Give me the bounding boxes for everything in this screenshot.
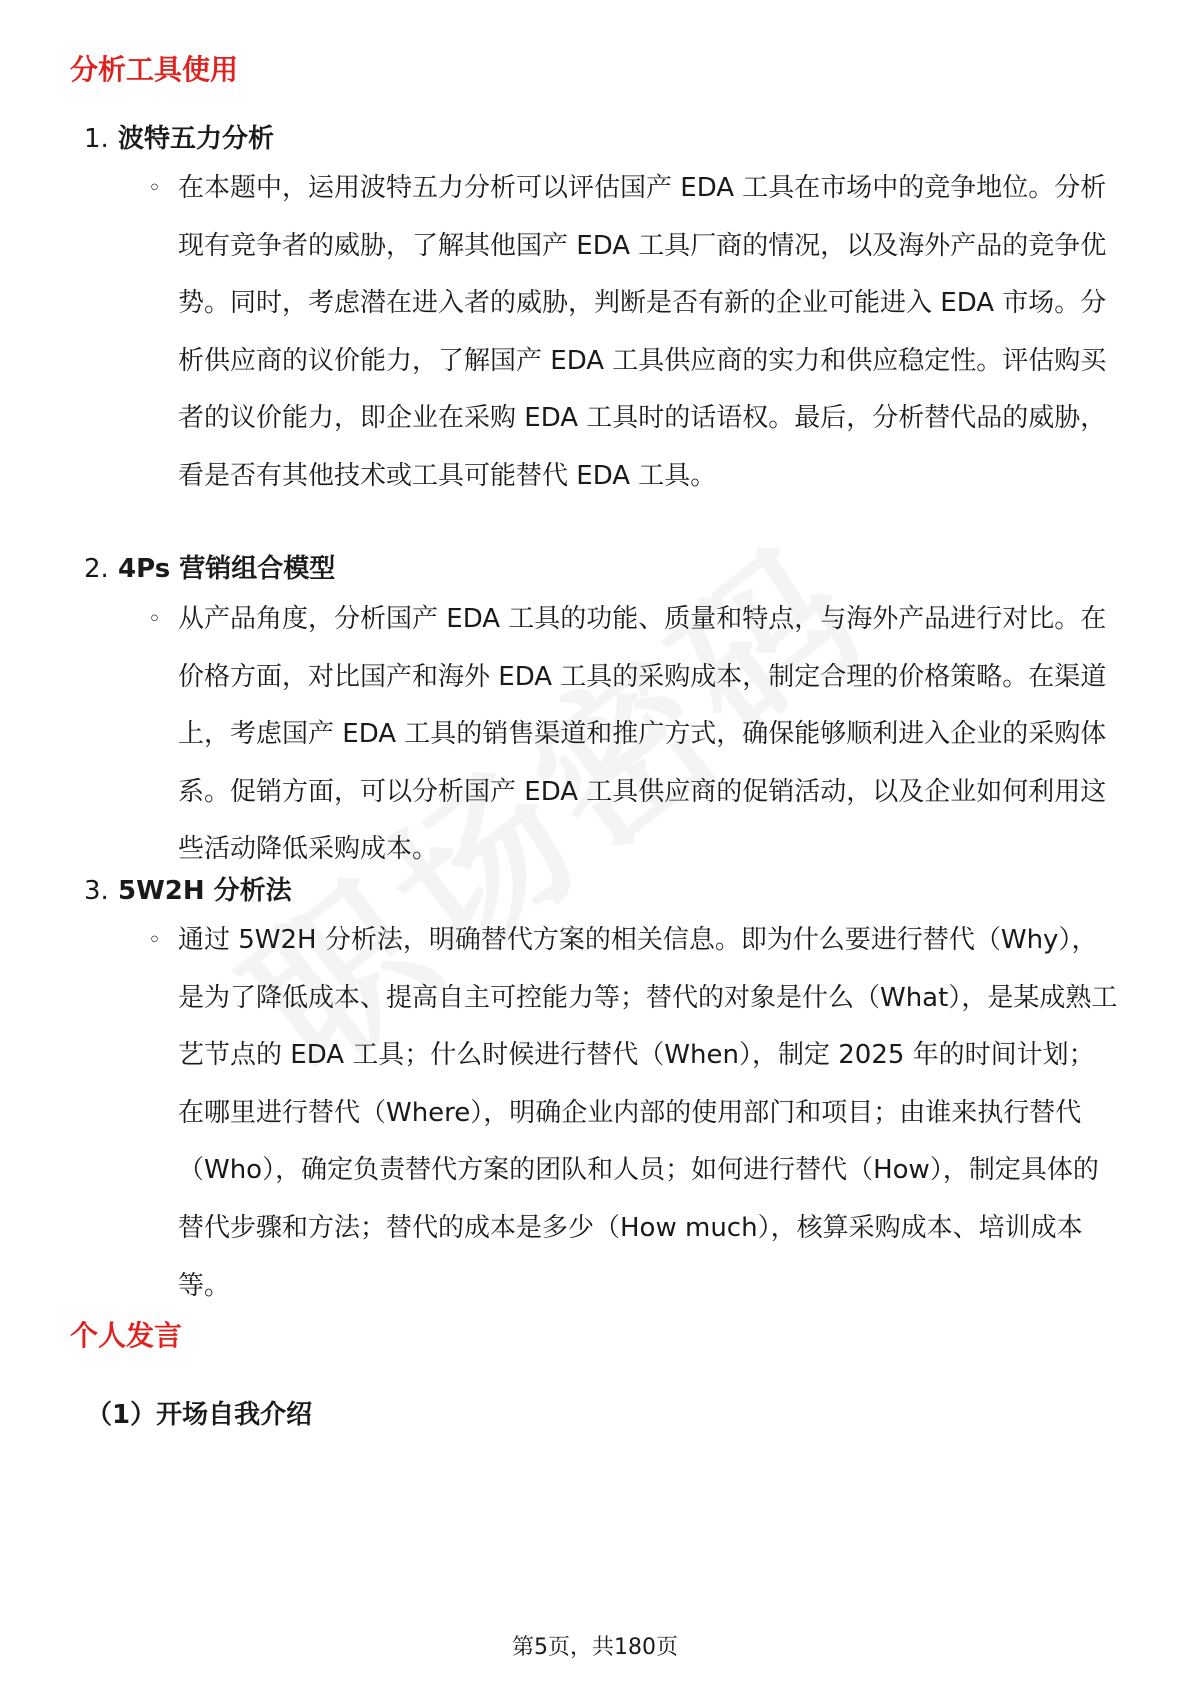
list-title-porter-five-forces <box>84 118 274 155</box>
list-title-text: 4Ps 营销组合模型 <box>118 554 336 584</box>
bullet-icon: ◦ <box>148 607 161 632</box>
list-title-4ps <box>84 548 335 585</box>
list-number: 1. <box>84 124 109 154</box>
paragraph-5w2h <box>148 912 1118 1315</box>
paragraph-4ps <box>148 591 1118 879</box>
page-number: 第5页，共180页 <box>512 1635 678 1660</box>
list-title-5w2h <box>84 870 292 907</box>
paragraph-porter-five-forces <box>148 160 1118 506</box>
section-heading-personal-speech: 个人发言 <box>70 1319 183 1352</box>
paragraph-text: 通过 5W2H 分析法，明确替代方案的相关信息。即为什么要进行替代（Why），是为了降低成本、提高自主可控能力等；替代的对象是什么（What），是某成熟工艺节点的 EDA 工具；什么时候进行替代（When），制定 2025 年的时间计划；在哪里进行替代（Where），明确企业内部的使用部门和项目；由谁来执行替代（Who），确定负责替代方案的团队和人员；如何进行替代（How），制定具体的替代步骤和方法；替代的成本是多少（How much），核算采购成本、培训成本等。 <box>178 925 1118 1301</box>
bullet-icon: ◦ <box>148 176 161 201</box>
paragraph-text: 从产品角度，分析国产 EDA 工具的功能、质量和特点，与海外产品进行对比。在价格方面，对比国产和海外 EDA 工具的采购成本，制定合理的价格策略。在渠道上，考虑国产 EDA 工具的销售渠道和推广方式，确保能够顺利进入企业的采购体系。促销方面，可以分析国产 EDA 工具供应商的促销活动，以及企业如何利用这些活动降低采购成本。 <box>178 604 1107 865</box>
section-heading-analysis-tools: 分析工具使用 <box>70 53 239 86</box>
sub-heading-self-intro: （1）开场自我介绍 <box>86 1400 313 1430</box>
bullet-icon: ◦ <box>148 928 161 953</box>
paragraph-text: 在本题中，运用波特五力分析可以评估国产 EDA 工具在市场中的竞争地位。分析现有竞争者的威胁，了解其他国产 EDA 工具厂商的情况，以及海外产品的竞争优势。同时，考虑潜在进入者的威胁，判断是否有新的企业可能进入 EDA 市场。分析供应商的议价能力，了解国产 EDA 工具供应商的实力和供应稳定性。评估购买者的议价能力，即企业在采购 EDA 工具时的话语权。最后，分析替代品的威胁，看是否有其他技术或工具可能替代 EDA 工具。 <box>178 173 1107 491</box>
list-number: 2. <box>84 554 109 584</box>
list-title-text: 5W2H 分析法 <box>118 876 292 906</box>
list-number: 3. <box>84 876 109 906</box>
list-title-text: 波特五力分析 <box>118 124 275 154</box>
